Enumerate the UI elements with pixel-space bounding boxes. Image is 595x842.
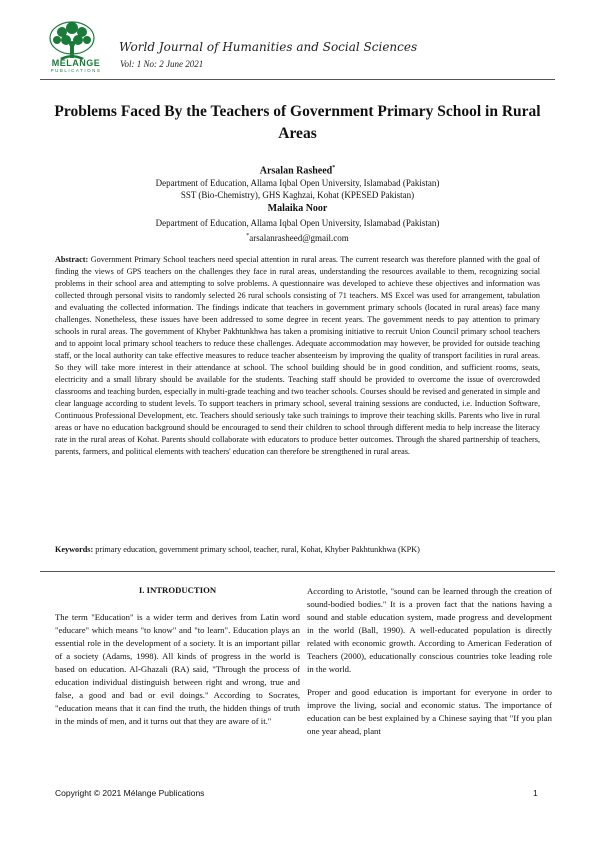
intro-paragraph-3: Proper and good education is important for everyone in order to improve the living, social and economic status. The importance of education can be best explained by a Chinese saying that "If you plan one year ahead, plant — [307, 687, 552, 736]
header-divider — [40, 79, 555, 80]
author-1-mark: * — [332, 165, 336, 171]
keywords-label: Keywords: — [55, 545, 94, 554]
intro-paragraph-1: The term "Education" is a wider term and derives from Latin word "educare" which means "to know" and "to learn". Education plays an essential role in the development of a society. It is an important pillar of a society (Adams, 1998). All kinds of progress in the world is based on education. Al-Ghazali (RA) said, "Through the process of education individual distinguish between right and wrong, true and false, a good and bad or evil doings." According to Socrates, "education means that it can find the truth, the hidden things of truth in the minds of men, and it turns out that they are aware of it." — [55, 612, 300, 726]
abstract-text: Government Primary School teachers need special attention in rural areas. The current research was therefore planned with the goal of finding the views of GPS teachers on the challenges they face in rural areas, understanding the resources available to them, recognizing social problems in their school area and attempting to solve problems. A questionnaire was developed to achieve these objectives and information was collected through personal visits to randomly selected 26 rural schools consisting of 71 teachers. MS Excel was used for arrangement, tabulation and evaluating the collected information. The findings indicate that teachers in government primary schools (located in rural areas) face many challenges. Nonetheless, these issues have been addressed to some degree in recent years. The government needs to pay attention to primary schools in rural areas. The government of Khyber Pakhtunkhwa has taken a promising initiative to recruit Union Council primary school teachers and to appoint local primary school teachers to reduce these challenges. Adequate accommodation may however, be provided for outside teaching staff, or the local authority can take effective measures to reduce teacher absenteeism by improving the quality of transport facilities in rural areas. So they will take more interest in their attendance at school. The school building should be in good condition, and sufficient rooms, seats, electricity and a small library should be available for the students. Teaching staff should be provided to overcome the issue of overcrowded classrooms and teaching burden, especially in multi-grade teaching and two teacher schools. Courses should be revised and generated in simple and clear language according to student levels. To support teachers in primary school, several training sessions are conducted, i.e. Induction Software, Continuous Professional Development, etc. Teachers should seriously take such trainings to improve their teaching skills. Parents who live in rural areas or have no education background should be encouraged to send their children to school through different media to help increase the literacy rate in the rural areas of Kohat. Parents should collaborate with educators to produce better outcomes. Through the shared partnership of teachers, parents, farmers, and political elements with teachers' education can therefore be strengthened in rural areas. — [55, 255, 541, 456]
author-1-affiliation-1: Department of Education, Allama Iqbal Open University, Islamabad (Pakistan) — [155, 178, 440, 188]
author-2-name: Malaika Noor — [267, 203, 328, 214]
section-divider — [40, 571, 555, 572]
abstract — [55, 254, 540, 458]
author-email-line — [40, 231, 555, 244]
author-2-affiliation-1: Department of Education, Allama Iqbal Open University, Islamabad (Pakistan) — [155, 218, 440, 228]
journal-volume: Vol: 1 No: 2 June 2021 — [120, 59, 204, 69]
section-heading-introduction: I. INTRODUCTION — [138, 585, 217, 595]
paper-title: Problems Faced By the Teachers of Government Primary School in Rural Areas — [54, 103, 541, 142]
journal-name: World Journal of Humanities and Social Sciences — [119, 40, 418, 54]
email-mark: * — [246, 233, 250, 239]
intro-paragraph-2: According to Aristotle, "sound can be learned through the creation of sound-bodied bodies." It is a proven fact that the nations having a sound and stable education system, made progress and development in the world (Ball, 1990). A well-educated population is directly related with economic growth. According to American Federation of Teachers (2000), educationally conscious countries toke leading role in the world. — [307, 586, 552, 674]
abstract-label: Abstract: — [55, 255, 89, 264]
left-column — [55, 582, 300, 738]
footer-copyright: Copyright © 2021 Mélange Publications — [55, 788, 205, 798]
author-email[interactable]: arsalanrasheed@gmail.com — [249, 233, 349, 243]
keywords — [55, 544, 540, 556]
author-name — [40, 163, 555, 176]
logo-subtitle: PUBLICATIONS — [50, 68, 102, 73]
keywords-text: primary education, government primary school, teacher, rural, Kohat, Khyber Pakhtunkhwa (KPK) — [95, 545, 420, 554]
page-number: 1 — [533, 788, 538, 798]
author-1-affiliation-2: SST (Bio-Chemistry), GHS Kaghzai, Kohat (KPESED Pakistan) — [180, 190, 415, 200]
logo-wordmark: MÉLANGE — [51, 58, 101, 68]
right-column — [307, 585, 552, 748]
author-1-name: Arsalan Rasheed — [259, 165, 333, 177]
